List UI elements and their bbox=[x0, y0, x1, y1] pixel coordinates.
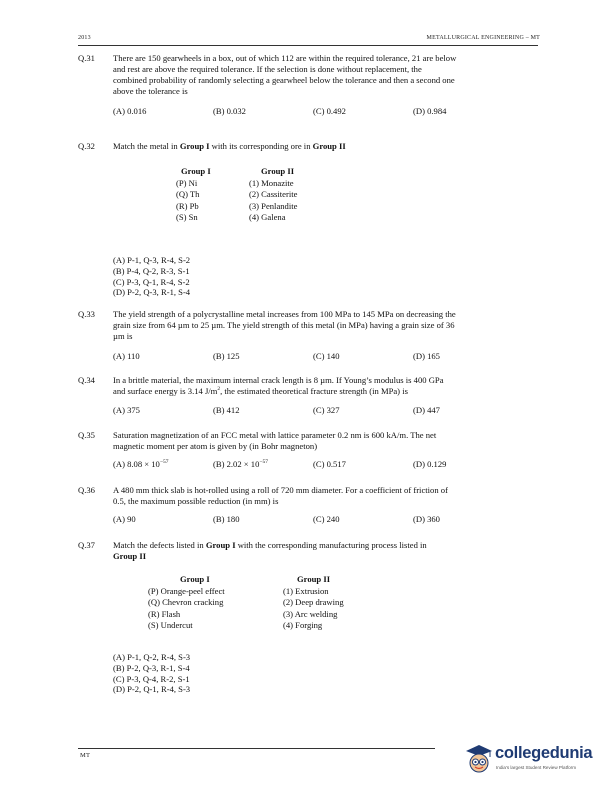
group-item: (P) Orange-peel effect bbox=[148, 585, 225, 596]
group-item: (Q) Chevron cracking bbox=[148, 597, 224, 607]
header-year: 2013 bbox=[78, 35, 91, 41]
text-line bbox=[113, 551, 531, 562]
brand-name: collegedunia bbox=[495, 744, 593, 762]
option-a: (A) 110 bbox=[113, 351, 140, 361]
option-c: (C) 240 bbox=[313, 514, 340, 524]
options-34 bbox=[113, 405, 533, 417]
question-number: Q.35 bbox=[78, 430, 95, 440]
text-line: There are 150 gearwheels in a box, out of which 112 are within the required tolerance, 21 are below bbox=[113, 53, 457, 63]
group-item: (1) Extrusion bbox=[283, 585, 329, 596]
text-run: with the corresponding manufacturing process listed in bbox=[235, 540, 427, 550]
option-d: (D) P-2, Q-1, R-4, S-3 bbox=[113, 684, 191, 695]
option-a bbox=[113, 459, 168, 470]
header-paper-title: METALLURGICAL ENGINEERING – MT bbox=[426, 35, 540, 41]
student-mascot-icon bbox=[464, 742, 494, 776]
group-2-column bbox=[249, 166, 349, 224]
question-34 bbox=[78, 375, 538, 399]
text-line: 0.5, the maximum possible reduction (in mm) is bbox=[113, 496, 279, 506]
text-line: A 480 mm thick slab is hot-rolled using a roll of 720 mm diameter. For a coefficient of friction of bbox=[113, 485, 448, 495]
bold-run: Group I bbox=[179, 141, 210, 151]
question-text bbox=[113, 141, 531, 152]
option-b: (B) 125 bbox=[213, 351, 240, 361]
group-item: (3) Penlandite bbox=[249, 200, 298, 211]
text-run: Match the metal in bbox=[113, 141, 180, 151]
option-b: (B) 180 bbox=[213, 514, 240, 524]
option-d: (D) 360 bbox=[413, 514, 440, 524]
text-line: Saturation magnetization of an FCC metal with lattice parameter 0.2 nm is 600 kA/m. The net bbox=[113, 430, 437, 440]
question-text bbox=[113, 485, 531, 507]
question-number: Q.37 bbox=[78, 540, 95, 550]
options-37 bbox=[113, 652, 313, 695]
option-a: (A) P-1, Q-2, R-4, S-3 bbox=[113, 652, 191, 662]
group-heading: Group II bbox=[297, 574, 331, 584]
group-item: (4) Forging bbox=[283, 620, 323, 630]
option-c: (C) 327 bbox=[313, 405, 340, 415]
superscript: −57 bbox=[159, 459, 169, 466]
group-item: (R) Flash bbox=[148, 608, 181, 619]
text-run: and surface energy is 3.14 J/m bbox=[113, 386, 218, 396]
question-text bbox=[113, 430, 531, 452]
option-d: (D) 0.129 bbox=[413, 459, 447, 469]
question-number: Q.31 bbox=[78, 53, 95, 63]
option-b: (B) P-2, Q-3, R-1, S-4 bbox=[113, 662, 190, 673]
superscript: 2 bbox=[217, 386, 221, 393]
question-text bbox=[113, 53, 531, 97]
text-line bbox=[113, 386, 531, 397]
group-item: (R) Pb bbox=[176, 200, 199, 211]
option-d: (D) 0.984 bbox=[413, 106, 447, 116]
text-line: grain size from 64 µm to 25 µm. The yield strength of this metal (in MPa) having a grain size of 36 bbox=[113, 320, 455, 330]
bold-run: Group I bbox=[205, 540, 236, 550]
options-33 bbox=[113, 351, 533, 363]
group-item: (S) Undercut bbox=[148, 620, 193, 630]
option-a: (A) 0.016 bbox=[113, 106, 147, 116]
text-run: with its corresponding ore in bbox=[209, 141, 313, 151]
question-text bbox=[113, 309, 531, 342]
group-heading: Group I bbox=[181, 166, 211, 176]
group-item: (4) Galena bbox=[249, 212, 286, 222]
question-33 bbox=[78, 309, 538, 345]
group-heading: Group I bbox=[180, 574, 210, 584]
question-number: Q.32 bbox=[78, 141, 95, 151]
options-36 bbox=[113, 514, 533, 526]
question-text bbox=[113, 375, 531, 397]
option-a: (A) 375 bbox=[113, 405, 140, 415]
group-2-column bbox=[283, 574, 393, 632]
question-number: Q.36 bbox=[78, 485, 95, 495]
group-item: (2) Deep drawing bbox=[283, 597, 344, 607]
option-d: (D) P-2, Q-3, R-1, S-4 bbox=[113, 287, 191, 298]
question-31 bbox=[78, 53, 538, 101]
options-35 bbox=[113, 459, 533, 471]
option-c: (C) 0.492 bbox=[313, 106, 346, 116]
brand-tagline: India's largest Student Review Platform bbox=[496, 765, 577, 770]
option-text: (A) 8.08 × 10 bbox=[113, 459, 160, 469]
option-c: (C) 0.517 bbox=[313, 459, 346, 469]
group-heading: Group II bbox=[261, 166, 295, 176]
option-a: (A) 90 bbox=[113, 514, 136, 524]
header-rule bbox=[78, 45, 538, 46]
option-d: (D) 447 bbox=[413, 405, 440, 415]
bold-run: Group II bbox=[113, 551, 147, 561]
question-text bbox=[113, 540, 531, 562]
option-c: (C) 140 bbox=[313, 351, 340, 361]
group-item: (S) Sn bbox=[176, 212, 198, 222]
text-line: µm is bbox=[113, 331, 133, 341]
question-36 bbox=[78, 485, 538, 509]
footer-rule bbox=[78, 748, 435, 749]
footer-code: MT bbox=[80, 752, 91, 759]
group-item: (1) Monazite bbox=[249, 177, 294, 188]
text-line bbox=[113, 540, 531, 551]
option-b: (B) P-4, Q-2, R-3, S-1 bbox=[113, 265, 190, 276]
option-c: (C) P-3, Q-1, R-4, S-2 bbox=[113, 276, 190, 287]
text-line: above the tolerance is bbox=[113, 86, 188, 96]
bold-run: Group II bbox=[312, 141, 346, 151]
collegedunia-logo bbox=[464, 740, 604, 780]
option-b bbox=[213, 459, 268, 470]
group-1-column bbox=[148, 574, 268, 632]
superscript: −57 bbox=[259, 459, 268, 466]
option-a: (A) P-1, Q-3, R-4, S-2 bbox=[113, 255, 191, 265]
text-run: , the estimated theoretical fracture strength (in MPa) is bbox=[220, 386, 408, 396]
group-item: (3) Arc welding bbox=[283, 608, 338, 619]
text-run: Match the defects listed in bbox=[113, 540, 206, 550]
option-b: (B) 412 bbox=[213, 405, 240, 415]
text-line: In a brittle material, the maximum internal crack length is 8 µm. If Young’s modulus is 400 GPa bbox=[113, 375, 444, 385]
question-number: Q.34 bbox=[78, 375, 95, 385]
question-37 bbox=[78, 540, 538, 564]
options-32 bbox=[113, 255, 313, 298]
text-line: The yield strength of a polycrystalline metal increases from 100 MPa to 145 MPa on decreasing the bbox=[113, 309, 456, 319]
option-c: (C) P-3, Q-4, R-2, S-1 bbox=[113, 673, 190, 684]
question-number: Q.33 bbox=[78, 309, 95, 319]
option-d: (D) 165 bbox=[413, 351, 440, 361]
text-line: and rest are above the required tolerance. If the selection is done without replacement, the bbox=[113, 64, 422, 74]
group-item: (P) Ni bbox=[176, 177, 198, 188]
text-line: combined probability of randomly selecting a gearwheel below the tolerance and then a second one bbox=[113, 75, 455, 85]
group-item: (Q) Th bbox=[176, 189, 200, 199]
text-line: magnetic moment per atom is given by (in Bohr magneton) bbox=[113, 441, 318, 451]
question-32 bbox=[78, 141, 538, 153]
option-text: (B) 2.02 × 10 bbox=[213, 459, 260, 469]
options-31 bbox=[113, 106, 533, 118]
option-b: (B) 0.032 bbox=[213, 106, 246, 116]
group-1-column bbox=[176, 166, 246, 224]
group-item: (2) Cassiterite bbox=[249, 189, 298, 199]
question-35 bbox=[78, 430, 538, 454]
